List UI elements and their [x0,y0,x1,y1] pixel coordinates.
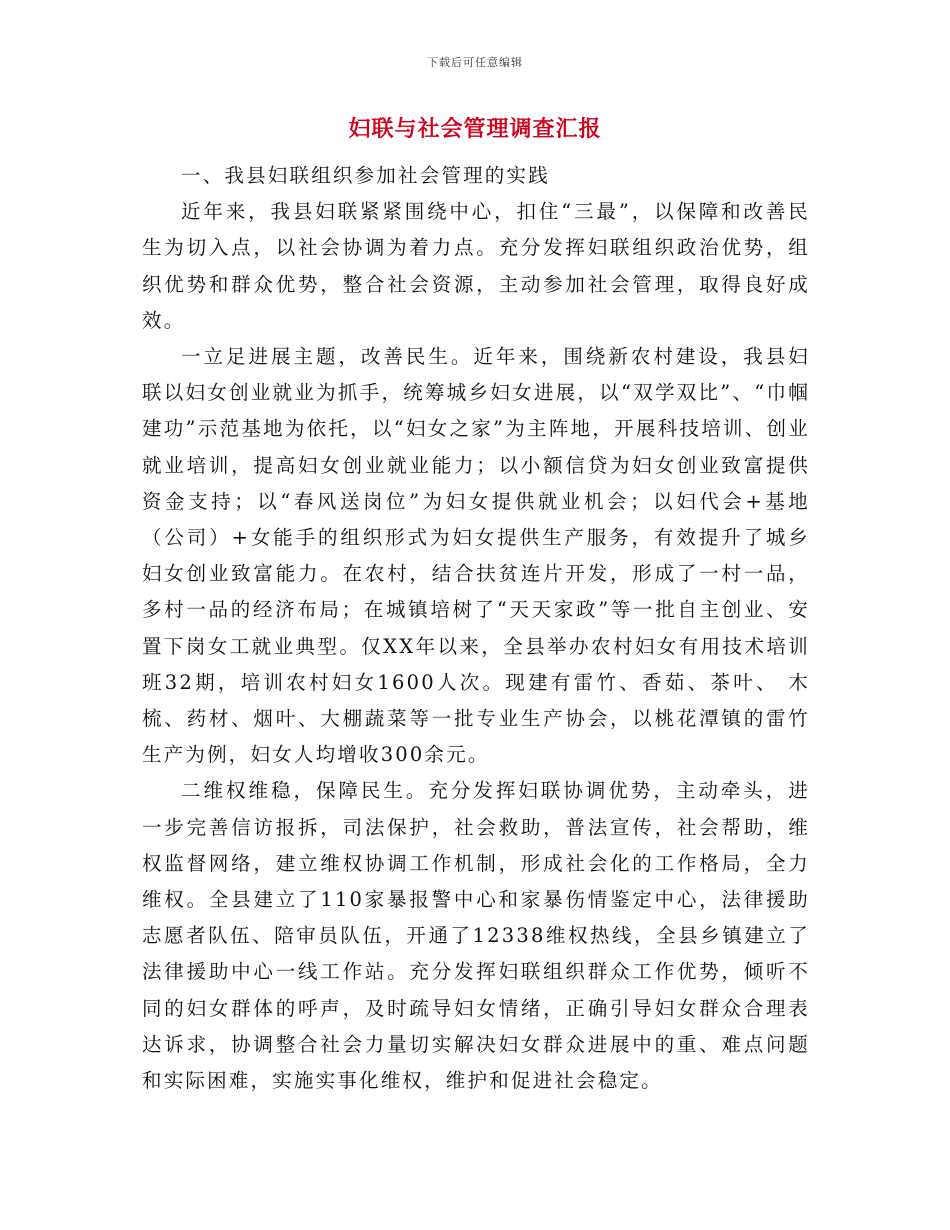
paragraph: 近年来，我县妇联紧紧围绕中心，扣住“三最”，以保障和改善民生为切入点，以社会协调为着力点。充分发挥妇联组织政治优势，组织优势和群众优势，整合社会资源，主动参加社会管理，取得良好成效。 [142,200,810,332]
document-title: 妇联与社会管理调查汇报 [348,116,602,142]
document-body [142,158,810,1099]
section-heading: 一、我县妇联组织参加社会管理的实践 [181,164,550,187]
paragraph: 二维权维稳，保障民生。充分发挥妇联协调优势，主动牵头，进一步完善信访报拆，司法保护，社会救助，普法宣传，社会帮助，维权监督网络，建立维权协调工作机制，形成社会化的工作格局，全力维权。全县建立了110家暴报警中心和家暴伤情鉴定中心，法律援助志愿者队伍、陪审员队伍，开通了12338维权热线，全县乡镇建立了法律援助中心一线工作站。充分发挥妇联组织群众工作优势，倾听不同的妇女群体的呼声，及时疏导妇女情绪，正确引导妇女群众合理表达诉求，协调整合社会力量切实解决妇女群众进展中的重、难点问题和实际困难，实施实事化维权，维护和促进社会稳定。 [142,779,810,1093]
header-note: 下载后可任意编辑 [427,56,523,69]
paragraph: 一立足进展主题，改善民生。近年来，围绕新农村建设，我县妇联以妇女创业就业为抓手，统筹城乡妇女进展，以“双学双比”、“巾帼建功”示范基地为依托，以“妇女之家”为主阵地，开展科技培训、创业就业培训，提高妇女创业就业能力；以小额信贷为妇女创业致富提供资金支持；以“春风送岗位”为妇女提供就业机会；以妇代会+基地（公司）+女能手的组织形式为妇女提供生产服务，有效提升了城乡妇女创业致富能力。在农村，结合扶贫连片开发，形成了一村一品，多村一品的经济布局；在城镇培树了“天天家政”等一批自主创业、安置下岗女工就业典型。仅XX年以来，全县举办农村妇女有用技术培训班32期，培训农村妇女1600人次。现建有雷竹、香茹、茶叶、 木梳、药材、烟叶、大棚蔬菜等一批专业生产协会，以桃花潭镇的雷竹生产为例，妇女人均增收300余元。 [142,345,810,767]
